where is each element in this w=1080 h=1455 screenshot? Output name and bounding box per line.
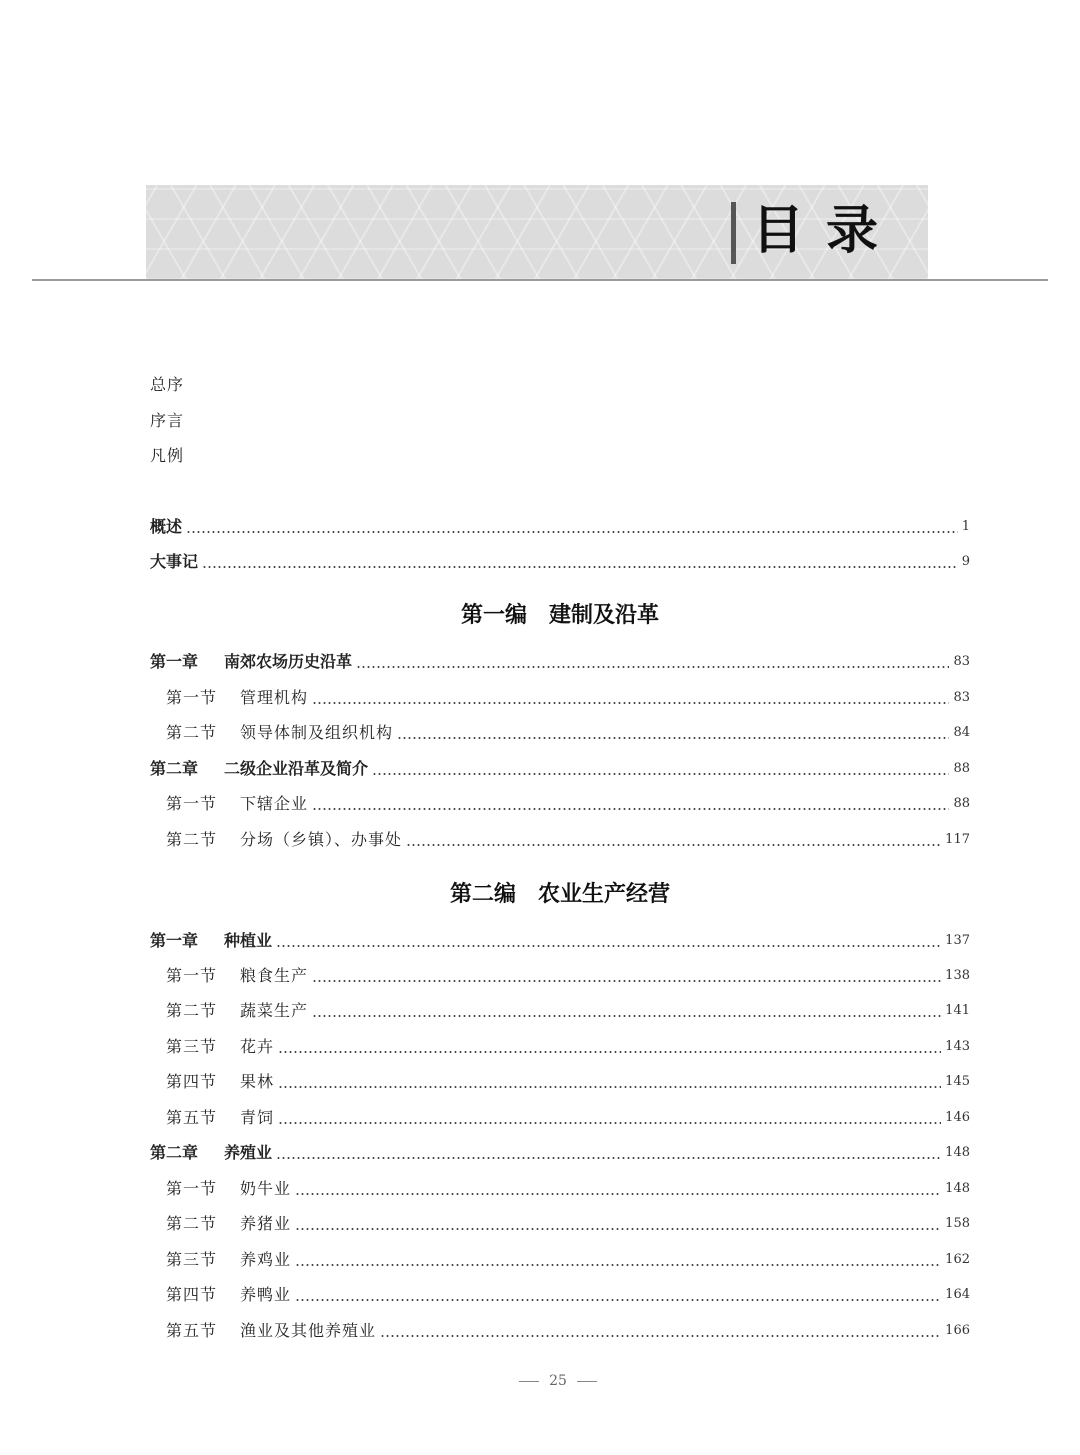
leader-dots <box>278 1122 941 1124</box>
page-title: 目录 <box>752 201 901 261</box>
section-number: 第二节 <box>166 1001 218 1020</box>
toc-page-number: 117 <box>945 832 970 847</box>
leader-dots <box>295 1264 941 1266</box>
section-number: 第一节 <box>166 688 218 707</box>
toc-page-number: 88 <box>953 761 970 776</box>
leader-dots <box>278 1051 941 1053</box>
leader-dots <box>406 844 941 846</box>
toc-page-number: 148 <box>945 1181 970 1196</box>
toc-section[interactable] <box>166 1036 970 1058</box>
section-label: 粮食生产 <box>240 966 309 985</box>
chapter-number: 第一章 <box>150 652 199 671</box>
toc-page-number: 148 <box>945 1145 970 1160</box>
toc-page-number: 145 <box>945 1074 970 1089</box>
section-label: 果林 <box>240 1072 275 1091</box>
section-number: 第四节 <box>166 1285 218 1304</box>
section-number: 第四节 <box>166 1072 218 1091</box>
section-label: 管理机构 <box>240 688 309 707</box>
leader-dots <box>186 531 958 533</box>
chapter-label: 种植业 <box>224 931 273 950</box>
toc-section[interactable] <box>166 1284 970 1306</box>
header-divider <box>32 279 1048 281</box>
toc-section[interactable] <box>166 1249 970 1271</box>
toc-page-number: 164 <box>945 1287 970 1302</box>
toc-chapter[interactable] <box>150 651 970 673</box>
section-number: 第一节 <box>166 1179 218 1198</box>
toc-page-number: 1 <box>961 519 970 534</box>
section-label: 花卉 <box>240 1037 275 1056</box>
chapter-label: 养殖业 <box>224 1143 273 1162</box>
section-number: 第三节 <box>166 1250 218 1269</box>
section-label: 领导体制及组织机构 <box>240 723 394 742</box>
leader-dots <box>202 566 958 568</box>
section-label: 蔬菜生产 <box>240 1001 309 1020</box>
toc-section[interactable] <box>166 1320 970 1342</box>
leader-dots <box>312 980 941 982</box>
part-title: 第二编 农业生产经营 <box>449 881 670 907</box>
leader-dots <box>295 1299 941 1301</box>
toc-page-number: 141 <box>945 1003 970 1018</box>
section-number: 第三节 <box>166 1037 218 1056</box>
toc-page-number: 88 <box>953 796 970 811</box>
toc-page-number: 162 <box>945 1252 970 1267</box>
section-label: 养猪业 <box>240 1214 292 1233</box>
toc-section[interactable] <box>166 1107 970 1129</box>
section-label: 渔业及其他养殖业 <box>240 1321 377 1340</box>
section-label: 奶牛业 <box>240 1179 292 1198</box>
toc-section[interactable] <box>166 1178 970 1200</box>
leader-dots <box>356 666 949 668</box>
toc-page-number: 158 <box>945 1216 970 1231</box>
leader-dots <box>278 1086 941 1088</box>
section-number: 第二节 <box>166 830 218 849</box>
toc-page-number: 143 <box>945 1039 970 1054</box>
toc-section[interactable] <box>166 687 970 709</box>
section-label: 青饲 <box>240 1108 275 1127</box>
section-number: 第五节 <box>166 1321 218 1340</box>
section-number: 第二节 <box>166 723 218 742</box>
page-footer <box>0 1373 1080 1389</box>
toc-entry[interactable] <box>150 516 970 538</box>
chapter-label: 二级企业沿革及简介 <box>224 759 369 778</box>
toc-page-number: 146 <box>945 1110 970 1125</box>
chapter-number: 第一章 <box>150 931 199 950</box>
leader-dots <box>397 737 949 739</box>
part-title: 第一编 建制及沿革 <box>460 602 659 628</box>
toc-entry-label: 大事记 <box>150 552 199 571</box>
leader-dots <box>312 808 949 810</box>
toc-chapter[interactable] <box>150 930 970 952</box>
leader-dots <box>276 945 941 947</box>
toc-section[interactable] <box>166 829 970 851</box>
toc-chapter[interactable] <box>150 758 970 780</box>
toc-page-number: 138 <box>945 968 970 983</box>
toc-page-number: 84 <box>953 725 970 740</box>
banner-accent-bar <box>731 202 736 264</box>
section-label: 养鸡业 <box>240 1250 292 1269</box>
page-number: 25 <box>549 1373 567 1389</box>
front-matter-item: 序言 <box>150 411 185 430</box>
footer-dash <box>577 1381 597 1382</box>
toc-section[interactable] <box>166 722 970 744</box>
chapter-label: 南郊农场历史沿革 <box>224 652 353 671</box>
leader-dots <box>312 1015 941 1017</box>
toc-section[interactable] <box>166 1000 970 1022</box>
leader-dots <box>372 773 949 775</box>
section-label: 分场（乡镇）、办事处 <box>240 830 403 849</box>
section-label: 养鸭业 <box>240 1285 292 1304</box>
toc-entry[interactable] <box>150 551 970 573</box>
toc-page-number: 83 <box>953 654 970 669</box>
toc-entry-label: 概述 <box>150 517 183 536</box>
leader-dots <box>295 1193 941 1195</box>
toc-section[interactable] <box>166 1071 970 1093</box>
section-number: 第一节 <box>166 966 218 985</box>
front-matter-item: 总序 <box>150 375 185 394</box>
leader-dots <box>276 1157 941 1159</box>
section-number: 第一节 <box>166 794 218 813</box>
toc-section[interactable] <box>166 965 970 987</box>
footer-dash <box>519 1381 539 1382</box>
chapter-number: 第二章 <box>150 1143 199 1162</box>
section-label: 下辖企业 <box>240 794 309 813</box>
section-number: 第五节 <box>166 1108 218 1127</box>
front-matter-item: 凡例 <box>150 446 185 465</box>
toc-page-number: 166 <box>945 1323 970 1338</box>
leader-dots <box>312 702 949 704</box>
leader-dots <box>380 1335 941 1337</box>
toc-section[interactable] <box>166 1213 970 1235</box>
toc-chapter[interactable] <box>150 1142 970 1164</box>
toc-page-number: 137 <box>945 933 970 948</box>
section-number: 第二节 <box>166 1214 218 1233</box>
toc-section[interactable] <box>166 793 970 815</box>
toc-page-number: 9 <box>961 554 970 569</box>
leader-dots <box>295 1228 941 1230</box>
toc-page-number: 83 <box>953 690 970 705</box>
chapter-number: 第二章 <box>150 759 199 778</box>
